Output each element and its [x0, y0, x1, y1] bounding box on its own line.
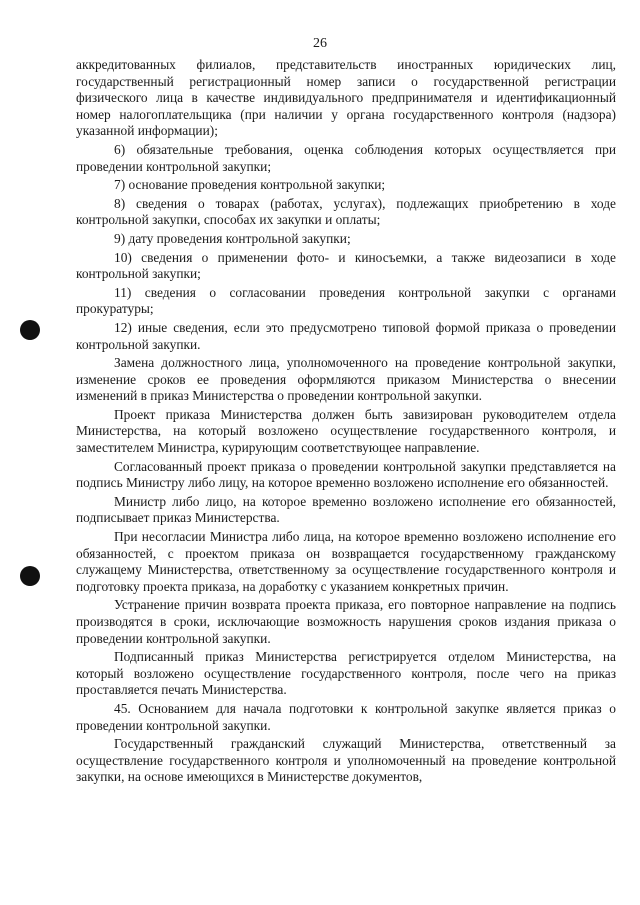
- punch-hole-top: [20, 320, 40, 340]
- paragraph-item-9: 9) дату проведения контрольной закупки;: [114, 230, 351, 246]
- document-body: [76, 57, 616, 788]
- paragraph-preparation: Государственный гражданский служащий Министерства, ответственный за осуществление государственного контроля и уполномоченный на проведение контрольной закупки, на основе имеющихся в Министерстве документов,: [76, 736, 616, 785]
- paragraph-item-45: 45. Основанием для начала подготовки к контрольной закупке является приказ о проведении контрольной закупки.: [76, 700, 616, 733]
- paragraph-signing: Министр либо лицо, на которое временно возложено исполнение его обязанностей, подписывает приказ Министерства.: [76, 493, 616, 526]
- paragraph-replacement: Замена должностного лица, уполномоченного на проведение контрольной закупки, изменение сроков ее проведения оформляются приказом Министерства о внесении изменений в приказ Министерства о проведении контрольной закупки.: [76, 355, 616, 404]
- paragraph-submission: Согласованный проект приказа о проведении контрольной закупки представляется на подпись Министру либо лицу, на которое временно возложено исполнение его обязанностей.: [76, 458, 616, 491]
- paragraph-item-6: 6) обязательные требования, оценка соблюдения которых осуществляется при проведении контрольной закупки;: [76, 141, 616, 174]
- paragraph-item-7: 7) основание проведения контрольной закупки;: [114, 177, 386, 193]
- paragraph-disagreement: При несогласии Министра либо лица, на которое временно возложено исполнение его обязанностей, с проектом приказа он возвращается государственному гражданскому служащему Министерства, ответственному за осуществление государственного контроля и подготовку проекта приказа, на доработку с указанием конкретных причин.: [76, 529, 616, 594]
- page-number: 26: [313, 36, 327, 51]
- paragraph-item-8: 8) сведения о товарах (работах, услугах), подлежащих приобретению в ходе контрольной закупки, способах их закупки и оплаты;: [76, 195, 616, 228]
- paragraph-continuation: аккредитованных филиалов, представительств иностранных юридических лиц, государственный регистрационный номер записи о государственной регистрации физического лица в качестве индивидуального предпринимателя и идентификационный номер налогоплательщика (при наличии у органа государственного контроля (надзора) указанной информации);: [76, 57, 616, 139]
- paragraph-item-12: 12) иные сведения, если это предусмотрено типовой формой приказа о проведении контрольной закупки.: [76, 319, 616, 352]
- punch-hole-bottom: [20, 566, 40, 586]
- paragraph-draft-approval: Проект приказа Министерства должен быть завизирован руководителем отдела Министерства, на который возложено осуществление государственного контроля, и заместителем Министра, курирующим соответствующее направление.: [76, 406, 616, 456]
- paragraph-item-10: 10) сведения о применении фото- и киносъемки, а также видеозаписи в ходе контрольной закупки;: [76, 249, 616, 282]
- paragraph-resubmission: Устранение причин возврата проекта приказа, его повторное направление на подпись производятся в сроки, исключающие возможность нарушения сроков издания приказа о проведении контрольной закупки.: [76, 597, 616, 646]
- paragraph-item-11: 11) сведения о согласовании проведения контрольной закупки с органами прокуратуры;: [76, 284, 616, 317]
- paragraph-registration: Подписанный приказ Министерства регистрируется отделом Министерства, на который возложено осуществление государственного контроля, после чего на приказ проставляется печать Министерства.: [76, 649, 616, 698]
